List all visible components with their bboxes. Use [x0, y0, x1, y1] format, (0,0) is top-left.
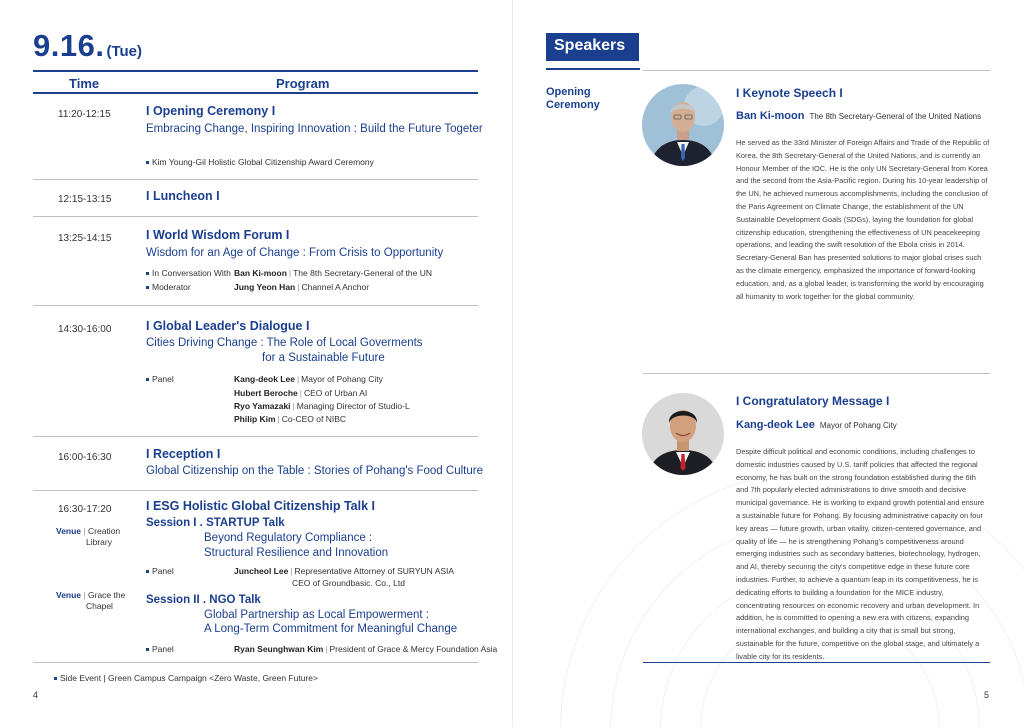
bullet-icon — [54, 677, 57, 680]
row-label: In Conversation With — [146, 268, 231, 278]
talk-session-title: Global Partnership as Local Empowerment : — [204, 609, 429, 621]
row-divider — [33, 216, 478, 217]
top-rule — [643, 70, 990, 71]
bullet-icon — [146, 161, 149, 164]
venue-grace-chapel: Venue | Grace the Chapel — [56, 590, 126, 611]
speaker-name: Kang-deok Lee Mayor of Pohang City — [736, 419, 897, 431]
speaker-photo-ban-ki-moon — [642, 84, 724, 166]
bullet-icon — [146, 272, 149, 275]
row-divider — [33, 305, 478, 306]
program-column-header: Program — [276, 76, 330, 91]
date-main: 9.16. — [33, 28, 105, 63]
session-subtitle: Global Citizenship on the Table : Stories of Pohang's Food Culture — [146, 465, 483, 477]
session-note: Kim Young-Gil Holistic Global Citizenship Award Ceremony — [146, 157, 374, 167]
section-label: Opening Ceremony — [546, 86, 600, 111]
page-gutter — [512, 0, 513, 727]
session-time: 14:30-16:00 — [58, 324, 112, 335]
date-day: (Tue) — [106, 43, 142, 60]
talk-session-title: Beyond Regulatory Compliance : — [204, 532, 373, 544]
row-label: Panel — [146, 644, 174, 654]
session-time: 16:30-17:20 — [58, 504, 112, 515]
session-title: I Opening Ceremony I — [146, 104, 276, 118]
page-number-left: 4 — [33, 690, 39, 700]
session-time: 12:15-13:15 — [58, 194, 112, 205]
bullet-icon — [146, 648, 149, 651]
row-divider — [33, 436, 478, 437]
time-column-header: Time — [69, 76, 100, 91]
participant: Juncheol Lee | Representative Attorney of SURYUN ASIA — [234, 566, 455, 576]
event-date — [33, 28, 142, 64]
session-subtitle: Embracing Change, Inspiring Innovation : Build the Future Togeter — [146, 123, 483, 135]
session-time: 16:00-16:30 — [58, 452, 112, 463]
talk-session-heading: Session I . STARTUP Talk — [146, 517, 285, 529]
row-divider — [33, 179, 478, 180]
participant: Ryo Yamazaki | Managing Director of Studio-L — [234, 401, 410, 411]
row-divider — [33, 662, 478, 663]
speaker-photo-kang-deok-lee — [642, 393, 724, 475]
session-title: I Global Leader's Dialogue I — [146, 319, 310, 333]
session-subtitle: for a Sustainable Future — [262, 352, 385, 364]
row-divider — [33, 490, 478, 491]
session-subtitle: Cities Driving Change : The Role of Local Goverments — [146, 337, 423, 349]
session-title: I World Wisdom Forum I — [146, 228, 290, 242]
row-label: Moderator — [146, 282, 191, 292]
participant: Philip Kim | Co-CEO of NIBC — [234, 414, 347, 424]
speakers-heading: Speakers — [546, 33, 639, 61]
session-time: 13:25-14:15 — [58, 233, 112, 244]
speaker-divider — [643, 373, 990, 374]
participant-role: CEO of Groundbasic. Co., Ltd — [292, 578, 405, 588]
bullet-icon — [146, 286, 149, 289]
heading-underline — [546, 68, 640, 70]
speaker-role-title: I Keynote Speech I — [736, 86, 843, 100]
bottom-rule — [643, 662, 990, 663]
session-title: I ESG Holistic Global Citizenship Talk I — [146, 499, 375, 513]
session-title: I Luncheon I — [146, 189, 220, 203]
session-subtitle: Wisdom for an Age of Change : From Crisis to Opportunity — [146, 247, 444, 259]
participant: Kang-deok Lee | Mayor of Pohang City — [234, 374, 383, 384]
row-label: Panel — [146, 374, 174, 384]
participant: Jung Yeon Han | Channel A Anchor — [234, 282, 370, 292]
participant: Ryan Seunghwan Kim | President of Grace & Mercy Foundation Asia — [234, 644, 498, 654]
participant: Hubert Beroche | CEO of Urban AI — [234, 388, 368, 398]
side-event-note: Side Event | Green Campus Campaign <Zero Waste, Green Future> — [54, 673, 318, 683]
bullet-icon — [146, 378, 149, 381]
speaker-bio: Despite difficult political and economic conditions, including challenges to domestic industries caused by U.S. tariff policies that affected the regional economy, he has built on the strong foundation established during the 6th and 7th popularly elected administrations to drive smooth and decisive municipal governance. He is working to expand growth potential and ensure a sustainable future for Pohang. By focusing administrative capacity on four key areas — future growth, urban vitality, citizen-centered governance, and quality of life — he is strengthening Pohang's competitiveness around emerging industries such as secondary batteries, biotechnology, hydrogen, and AI, thereby securing the city's competitive edge in these future core industries. Further, to achieve a quantum leap in its competitiveness, he is dedicating efforts to building a foundation for the MICE industry, concentrating resources on economic recovery and urban development. In addition, he is committed to opening a new era with citizens, expanding international exchanges, and building a city that is small but strong, sustainable for the future, competitive on the global stage, and ultimately a livable city for its residents. — [736, 447, 985, 661]
bullet-icon — [146, 570, 149, 573]
session-title: I Reception I — [146, 447, 221, 461]
talk-session-title: Structural Resilience and Innovation — [204, 547, 389, 559]
participant: Ban Ki-moon | The 8th Secretary-General of the UN — [234, 268, 433, 278]
session-time: 11:20-12:15 — [58, 109, 111, 120]
talk-session-heading: Session II . NGO Talk — [146, 594, 261, 606]
row-label: Panel — [146, 566, 174, 576]
speaker-bio: He served as the 33rd Minister of Foreign Affairs and Trade of the Republic of Korea, the 8th Secretary-General of the United Nations, and is currently an Honour Member of the IOC. He is the only UN Secretary-General from Korea and the second from the Asia-Pacific region. During his 10-year leadership of the UN, he achieved numerous accomplishments, including the conclusion of the Paris Agreement on Climate Change, the establishment of the UN Sustainable Development Goals (SDGs), laying the foundation for global citizenship education, strengthening the effectiveness of UN peacekeeping operations, and leading the swift resolution of the Ebola crisis in 2014. Secretary-General Ban has presented solutions to major global crises such as the climate emergency, emphasized the importance of forward-looking education, and, as a global leader, is transforming the world by encouraging all humanity to work together for the global community. — [736, 138, 990, 301]
speaker-role-title: I Congratulatory Message I — [736, 394, 890, 408]
page-number-right: 5 — [984, 690, 990, 700]
speaker-name: Ban Ki-moon The 8th Secretary-General of the United Nations — [736, 110, 982, 122]
talk-session-title: A Long-Term Commitment for Meaningful Change — [204, 623, 458, 635]
venue-creation-library: Venue | Creation Library — [56, 526, 121, 547]
program-table-header — [33, 70, 478, 94]
